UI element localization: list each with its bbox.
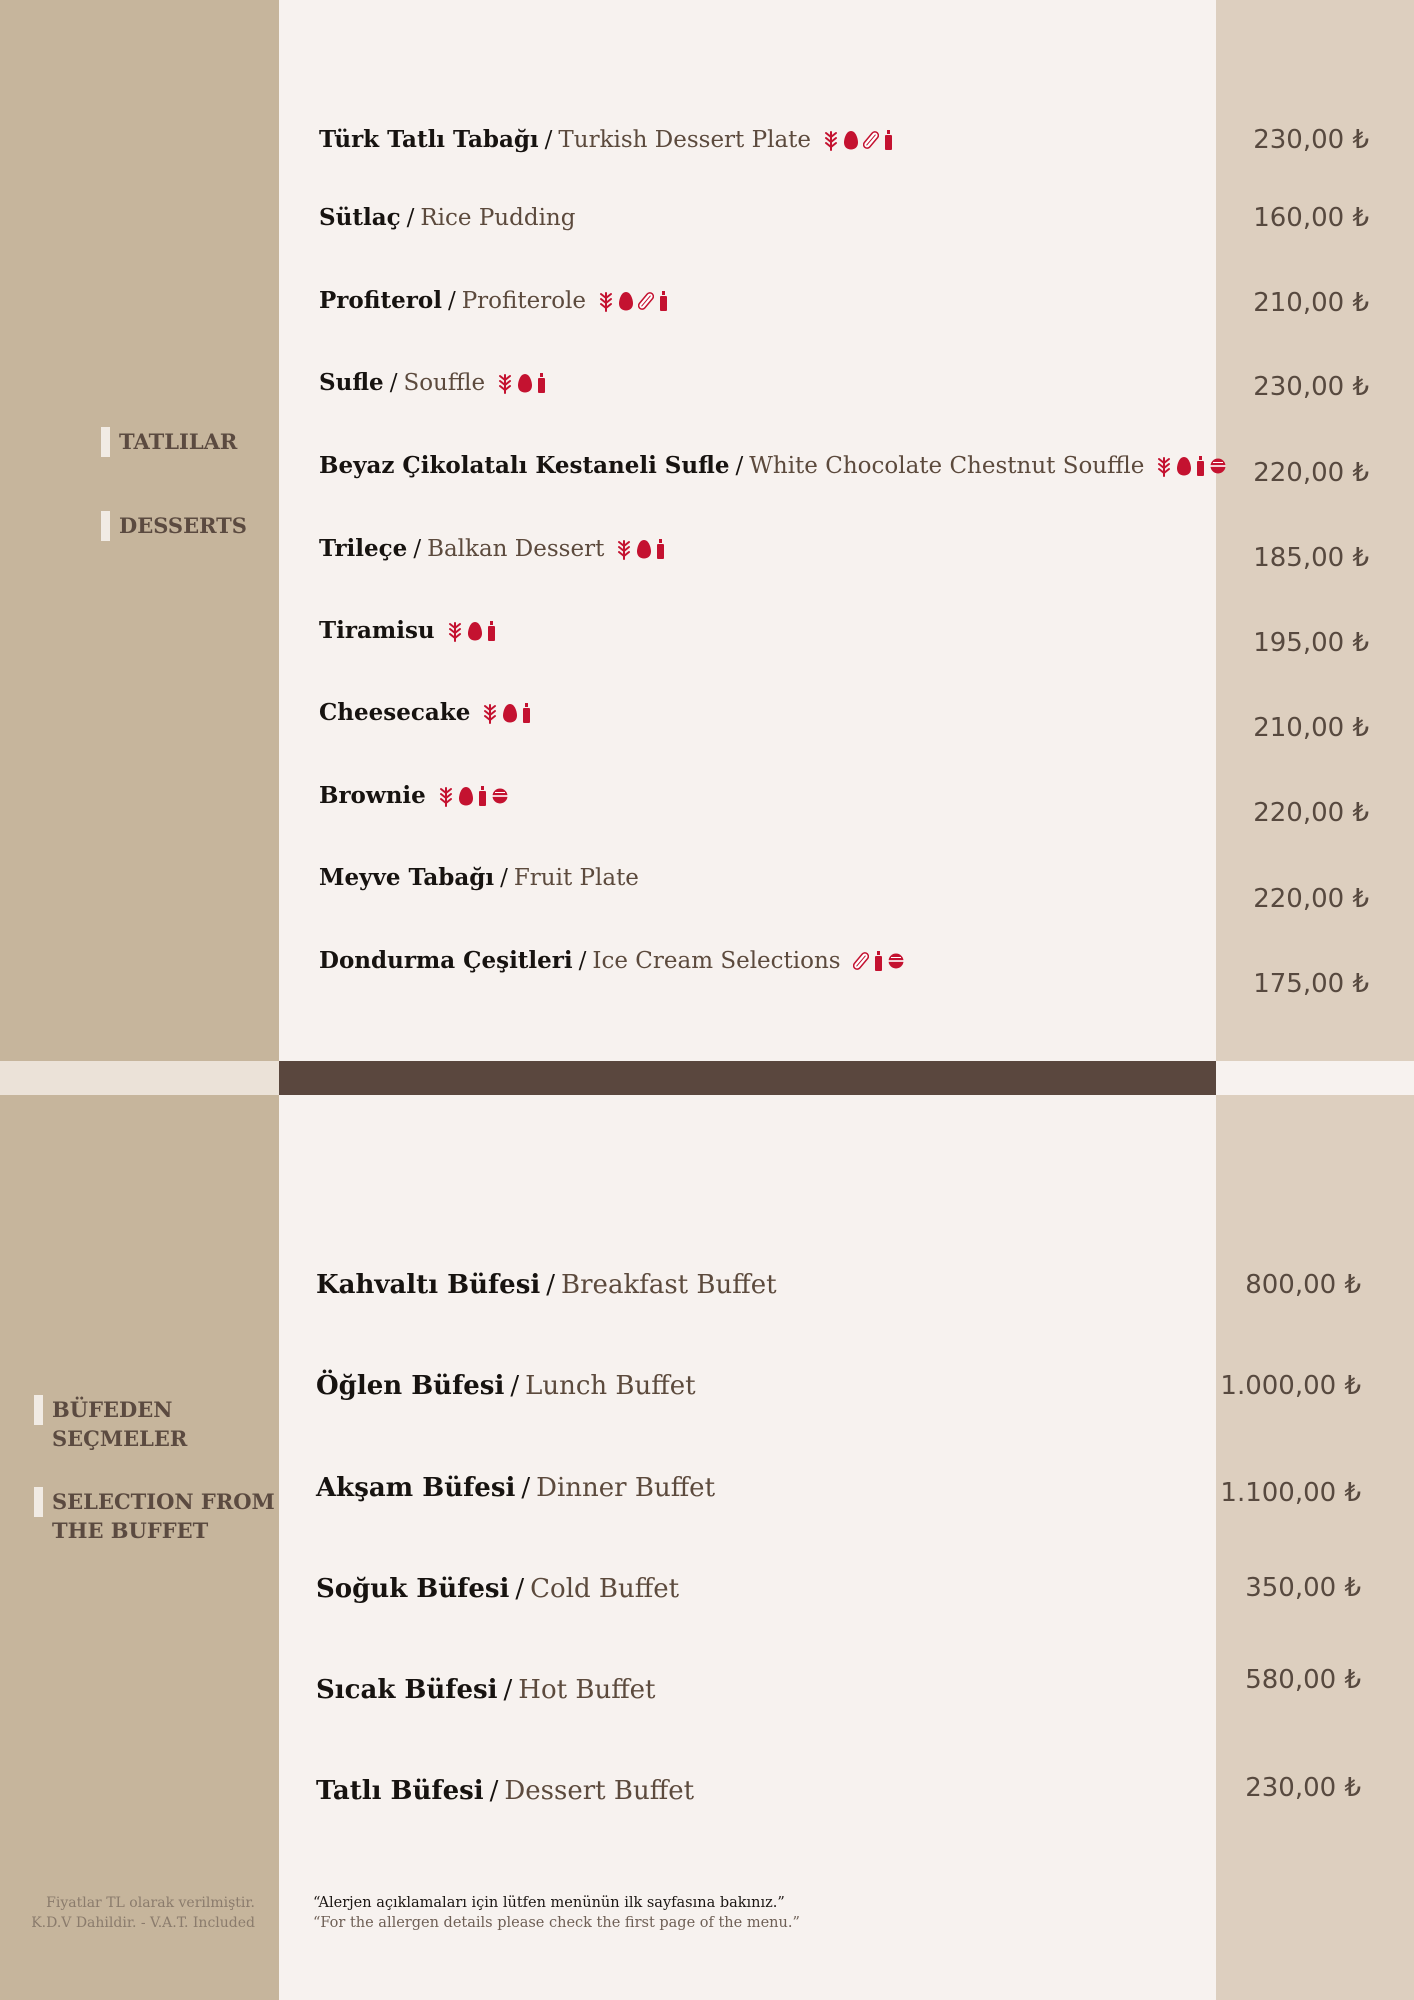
item-name-tr: Sufle (319, 369, 384, 396)
category-bufeden-secmeler (34, 1395, 187, 1453)
allergen-note-en: “For the allergen details please check the first page of the menu.” (313, 1915, 800, 1931)
item-name-en: Hot Buffet (518, 1675, 656, 1705)
name-separator: / (500, 865, 508, 891)
name-separator: / (413, 536, 422, 562)
item-name-tr: Akşam Büfesi (316, 1473, 516, 1503)
menu-item-soguk-bufesi (316, 1572, 679, 1606)
egg-icon (1177, 456, 1191, 476)
menu-panel-buffet (279, 1095, 1216, 2000)
item-name-tr: Kahvaltı Büfesi (316, 1270, 541, 1300)
item-name-en: Turkish Dessert Plate (558, 127, 812, 153)
egg-icon (619, 291, 633, 311)
gluten-icon (598, 290, 614, 312)
allergen-icons (497, 372, 546, 394)
allergen-icons (598, 290, 668, 312)
separator-bar (279, 1061, 1216, 1095)
allergen-icons (823, 129, 893, 151)
name-separator: / (447, 288, 456, 314)
menu-item-tatli-bufesi (316, 1774, 694, 1808)
menu-item-trilece (319, 532, 665, 566)
item-price: 160,00 ₺ (1253, 203, 1369, 233)
item-price: 350,00 ₺ (1245, 1573, 1361, 1603)
nut-icon (853, 951, 869, 971)
gluten-icon (616, 538, 632, 560)
allergen-icons (438, 785, 508, 807)
menu-item-sufle (319, 366, 546, 400)
item-name-tr: Sütlaç (319, 204, 401, 231)
egg-icon (468, 621, 482, 641)
item-name-tr: Dondurma Çeşitleri (319, 947, 573, 974)
name-separator: / (521, 1473, 531, 1503)
name-separator: / (578, 948, 587, 974)
item-price: 220,00 ₺ (1253, 884, 1369, 914)
name-separator: / (515, 1574, 525, 1604)
allergen-icons (616, 538, 665, 560)
category-label-en: SELECTION FROM THE BUFFET (52, 1489, 275, 1543)
menu-item-aksam-bufesi (316, 1471, 715, 1505)
egg-icon (459, 786, 473, 806)
allergen-icons (447, 620, 496, 642)
menu-item-meyve-tabagi (319, 861, 639, 895)
item-price: 230,00 ₺ (1245, 1773, 1361, 1803)
category-marker (34, 1395, 43, 1425)
category-desserts (101, 511, 247, 541)
milk-icon (487, 621, 496, 641)
menu-item-sicak-bufesi (316, 1673, 656, 1707)
menu-item-profiterol (319, 284, 668, 318)
milk-icon (1196, 456, 1205, 476)
category-marker (34, 1487, 43, 1517)
menu-item-beyaz-cikolatali-kestaneli-sufle (319, 449, 1226, 483)
name-separator: / (489, 1776, 499, 1806)
item-name-en: Profiterole (461, 288, 587, 314)
item-price: 210,00 ₺ (1253, 713, 1369, 743)
item-name-en: Cold Buffet (530, 1574, 680, 1604)
price-column-buffet (1216, 1095, 1414, 2000)
allergen-note-tr: “Alerjen açıklamaları için lütfen menünün ilk sayfasına bakınız.” (313, 1895, 785, 1911)
name-separator: / (406, 205, 415, 231)
price-note (0, 1893, 255, 1933)
milk-icon (884, 130, 893, 150)
category-marker (101, 511, 110, 541)
menu-item-tiramisu (319, 614, 496, 648)
gluten-icon (823, 129, 839, 151)
allergen-icons (1156, 455, 1226, 477)
milk-icon (656, 539, 665, 559)
separator-right (1216, 1061, 1414, 1095)
menu-item-cheesecake (319, 696, 531, 730)
soy-icon (492, 788, 508, 804)
name-separator: / (510, 1371, 520, 1401)
item-name-en: Rice Pudding (420, 205, 576, 231)
item-name-en: Fruit Plate (513, 865, 639, 891)
soy-icon (1210, 458, 1226, 474)
allergen-note (313, 1893, 800, 1933)
category-selection-from-buffet (34, 1487, 275, 1545)
price-note-line-2: K.D.V Dahildir. - V.A.T. Included (31, 1915, 255, 1931)
menu-panel-desserts (279, 0, 1216, 1061)
milk-icon (478, 786, 487, 806)
item-price: 230,00 ₺ (1253, 372, 1369, 402)
menu-item-sutlac (319, 201, 575, 235)
item-name-en: Souffle (403, 370, 486, 396)
nut-icon (638, 291, 654, 311)
item-price: 1.100,00 ₺ (1220, 1478, 1361, 1508)
gluten-icon (447, 620, 463, 642)
item-name-en: Breakfast Buffet (561, 1270, 777, 1300)
item-name-tr: Meyve Tabağı (319, 864, 495, 891)
gluten-icon (482, 702, 498, 724)
menu-item-kahvalti-bufesi (316, 1268, 777, 1302)
name-separator: / (503, 1675, 513, 1705)
item-name-en: White Chocolate Chestnut Souffle (749, 453, 1145, 479)
milk-icon (522, 703, 531, 723)
separator-left (0, 1061, 279, 1095)
item-price: 800,00 ₺ (1245, 1270, 1361, 1300)
item-price: 1.000,00 ₺ (1220, 1371, 1361, 1401)
item-name-tr: Tiramisu (319, 617, 435, 644)
item-name-tr: Türk Tatlı Tabağı (319, 126, 539, 153)
menu-item-turk-tatli-tabagi (319, 123, 893, 157)
gluten-icon (497, 372, 513, 394)
left-column-buffet (0, 1095, 279, 2000)
soy-icon (888, 953, 904, 969)
egg-icon (844, 130, 858, 150)
category-marker (101, 427, 110, 457)
item-price: 195,00 ₺ (1253, 628, 1369, 658)
item-name-en: Dessert Buffet (504, 1776, 695, 1806)
item-price: 185,00 ₺ (1253, 543, 1369, 573)
item-price: 230,00 ₺ (1253, 125, 1369, 155)
name-separator: / (546, 1270, 556, 1300)
item-name-tr: Cheesecake (319, 699, 471, 726)
gluten-icon (1156, 455, 1172, 477)
gluten-icon (438, 785, 454, 807)
name-separator: / (544, 127, 553, 153)
category-label-tr: TATLILAR (119, 429, 238, 454)
category-tatlilar (101, 427, 237, 457)
item-name-tr: Profiterol (319, 287, 442, 314)
category-label-tr: BÜFEDEN SEÇMELER (52, 1397, 188, 1451)
item-name-en: Balkan Dessert (427, 536, 605, 562)
category-label-en: DESSERTS (119, 513, 247, 538)
item-name-tr: Trileçe (319, 535, 408, 562)
menu-item-oglen-bufesi (316, 1369, 696, 1403)
item-price: 175,00 ₺ (1253, 969, 1369, 999)
egg-icon (518, 373, 532, 393)
item-name-en: Lunch Buffet (525, 1371, 696, 1401)
nut-icon (863, 130, 879, 150)
menu-item-brownie (319, 779, 508, 813)
item-name-en: Dinner Buffet (536, 1473, 716, 1503)
egg-icon (503, 703, 517, 723)
milk-icon (874, 951, 883, 971)
allergen-icons (482, 702, 531, 724)
item-name-tr: Brownie (319, 782, 426, 809)
name-separator: / (389, 370, 398, 396)
milk-icon (537, 373, 546, 393)
item-name-tr: Tatlı Büfesi (316, 1776, 484, 1806)
name-separator: / (735, 453, 744, 479)
item-price: 220,00 ₺ (1253, 798, 1369, 828)
item-price: 210,00 ₺ (1253, 288, 1369, 318)
item-name-tr: Soğuk Büfesi (316, 1574, 510, 1604)
egg-icon (637, 539, 651, 559)
item-name-tr: Beyaz Çikolatalı Kestaneli Sufle (319, 452, 730, 479)
price-note-line-1: Fiyatlar TL olarak verilmiştir. (46, 1895, 255, 1911)
item-name-tr: Sıcak Büfesi (316, 1675, 498, 1705)
milk-icon (659, 291, 668, 311)
item-price: 220,00 ₺ (1253, 458, 1369, 488)
item-price: 580,00 ₺ (1245, 1665, 1361, 1695)
allergen-icons (853, 951, 904, 971)
item-name-tr: Öğlen Büfesi (316, 1371, 505, 1401)
menu-item-dondurma-cesitleri (319, 944, 904, 978)
item-name-en: Ice Cream Selections (592, 948, 841, 974)
